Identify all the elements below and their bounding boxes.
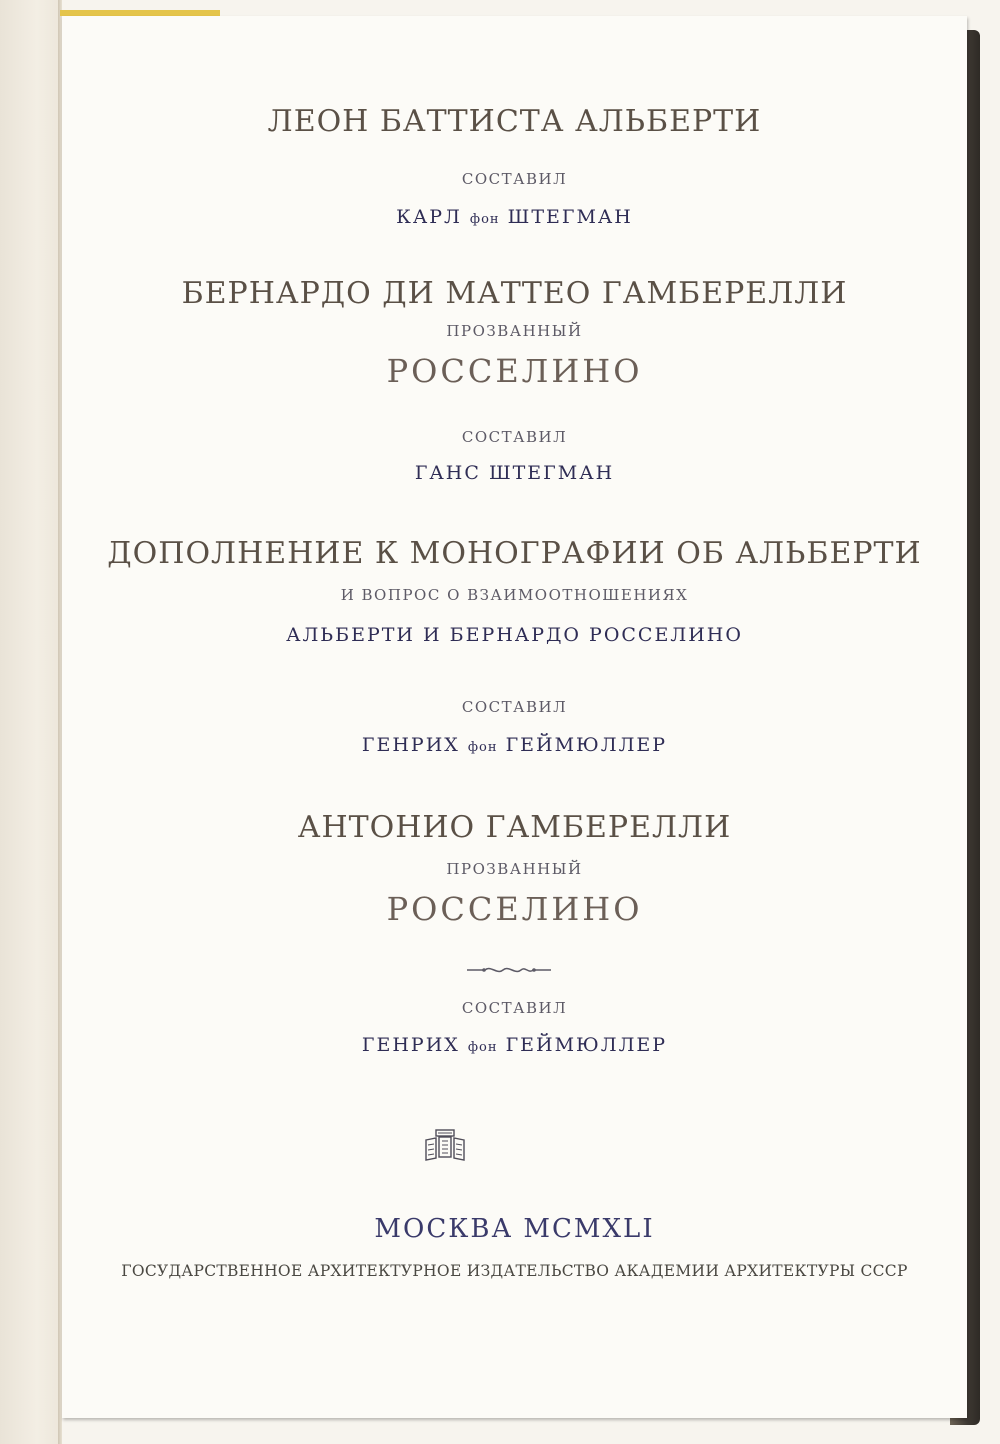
work3-author bbox=[62, 734, 967, 756]
author-last-name: ГЕЙМЮЛЛЕР bbox=[505, 734, 668, 756]
author-last-name: ГЕЙМЮЛЛЕР bbox=[505, 1034, 668, 1056]
work2-title: БЕРНАРДО ДИ МАТТЕО ГАМБЕРЕЛЛИ bbox=[181, 276, 848, 311]
city-and-year: МОСКВА MCMXLI bbox=[374, 1214, 655, 1244]
author-particle: фон bbox=[467, 740, 498, 755]
work1-title: ЛЕОН БАТТИСТА АЛЬБЕРТИ bbox=[267, 104, 762, 139]
work2-called: ПРОЗВАННЫЙ bbox=[446, 322, 583, 340]
work1-compiled-by: СОСТАВИЛ bbox=[461, 170, 568, 188]
work3-compiled-by: СОСТАВИЛ bbox=[461, 698, 568, 716]
work3-title: ДОПОЛНЕНИЕ К МОНОГРАФИИ ОБ АЛЬБЕРТИ bbox=[107, 536, 922, 571]
author-particle: фон bbox=[469, 212, 500, 227]
title-page bbox=[62, 16, 967, 1418]
work2-nickname: РОССЕЛИНО bbox=[386, 352, 643, 390]
author-last-name: ШТЕГМАН bbox=[507, 206, 633, 228]
work3-subtitle: И ВОПРОС О ВЗАИМООТНОШЕНИЯХ bbox=[340, 586, 689, 604]
author-first-name: КАРЛ bbox=[396, 206, 462, 228]
author-particle: фон bbox=[467, 1040, 498, 1055]
work4-author bbox=[62, 1034, 967, 1056]
author-first-name: ГЕНРИХ bbox=[361, 1034, 460, 1056]
fleuron-ornament-icon bbox=[465, 964, 553, 976]
work4-title: АНТОНИО ГАМБЕРЕЛЛИ bbox=[297, 810, 732, 845]
publisher-book-emblem-icon bbox=[424, 1128, 466, 1162]
work4-called: ПРОЗВАННЫЙ bbox=[446, 860, 583, 878]
work2-compiled-by: СОСТАВИЛ bbox=[461, 428, 568, 446]
work4-nickname: РОССЕЛИНО bbox=[386, 890, 643, 928]
work1-author bbox=[62, 206, 967, 228]
work3-subtitle-line2: АЛЬБЕРТИ И БЕРНАРДО РОССЕЛИНО bbox=[286, 624, 743, 646]
previous-page-edge bbox=[0, 0, 62, 1444]
publisher-name: ГОСУДАРСТВЕННОЕ АРХИТЕКТУРНОЕ ИЗДАТЕЛЬСТВО АКАДЕМИИ АРХИТЕКТУРЫ СССР bbox=[121, 1262, 908, 1280]
work4-compiled-by: СОСТАВИЛ bbox=[461, 999, 568, 1017]
work2-author: ГАНС ШТЕГМАН bbox=[414, 462, 615, 484]
author-first-name: ГЕНРИХ bbox=[361, 734, 460, 756]
